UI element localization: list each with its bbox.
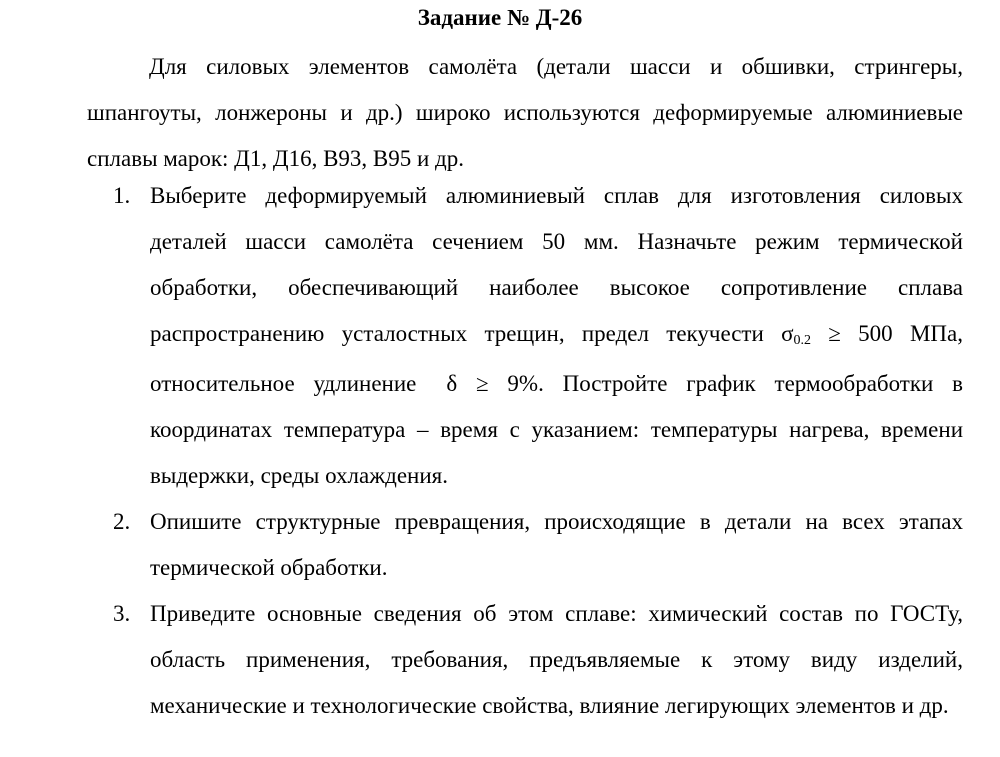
task-number: 1. — [113, 183, 131, 208]
intro-paragraph: Для силовых элементов самолёта (детали шасси и обшивки, стрингеры, шпангоуты, лонжероны и др.) широко используются деформируемые алюминиевые сплавы марок: Д1, Д16, В93, В95 и др. — [87, 54, 963, 171]
task-number: 3. — [113, 601, 131, 626]
task-text: Приведите основные сведения об этом сплаве: химический состав по ГОСТу, область применения, требования, предъявляемые к этому виду изделий, механические и технологические свойства, влияние легирующих элементов и др. — [150, 601, 963, 718]
task-title: Задание № Д-26 — [417, 5, 583, 30]
task-number: 2. — [113, 509, 131, 534]
task-list — [113, 173, 963, 729]
task-text: Опишите структурные превращения, происходящие в детали на всех этапах термической обработки. — [150, 509, 963, 580]
sigma-subscript: 0.2 — [793, 333, 811, 348]
task-text-part-c: δ ≥ 9%. Постройте график термообработки в координатах температура – время с указанием: температуры нагрева, времени выдержки, среды охлаждения. — [150, 371, 963, 488]
task-text-part-b: ≥ 500 МПа, относительное удлинение — [150, 321, 963, 396]
task-item-2 — [113, 499, 963, 591]
task-text-part-a: Выберите деформируемый алюминиевый сплав для изготовления силовых деталей шасси самолёта сечением 50 мм. Назначьте режим термической обработки, обеспечивающий наиболее высокое сопротивление сплава распространению усталостных трещин, предел текучести σ — [150, 183, 963, 346]
task-item-1 — [113, 173, 963, 499]
task-item-3 — [113, 591, 963, 729]
